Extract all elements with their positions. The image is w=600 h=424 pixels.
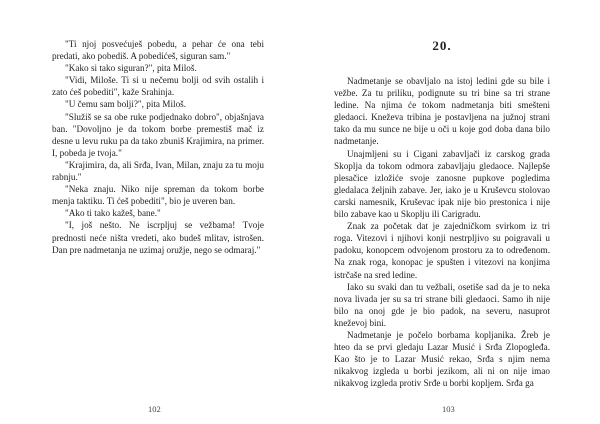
paragraph: Nadmetanje je počelo borbama kopljanika. Žreb je hteo da se prvi gledaju Lazar Musić i Srđa Zlopogleđa. Kao što je to Lazar Musić rekao, Srđa s njim nema nikakvog izgleda u borbi jezikom, ali ni on nije imao nikakvog izgleda protiv Srđe u borbi kopljem. Srđa ga xyxy=(334,329,550,389)
paragraph: Nadmetanje se obavljalo na istoj ledini gde su bile i vežbe. Za tu priliku, podignute su tri bine sa tri strane ledine. Na njima će tokom nadmetanja biti smešteni gledaoci. Kneževa tribina je postavljena na južnoj strani tako da mu sunce ne bije u oči u koje god doba dana bilo nadmetanje. xyxy=(334,76,550,147)
chapter-heading: 20. xyxy=(432,38,452,53)
paragraph: "U čemu sam bolji?", pita Miloš. xyxy=(65,99,187,110)
paragraph: "Kako si tako siguran?", pita Miloš. xyxy=(65,63,197,74)
paragraph: "Služiš se sa obe ruke podjednako dobro", objašnjava ban. "Dovoljno je da tokom borbe premestiš mač iz desne u levu ruku pa da tako zbuniš Krajimira, na primer. I, pobeda je tvoja." xyxy=(52,111,264,158)
paragraph: Znak za početak dat je zajedničkom svirkom iz tri roga. Vitezovi i njihovi konji nestrpljivo su poigravali u padoku, konopcem odvojenom prostoru za to određenom. Na znak roga, konopac je spušten i vitezovi na konjima istrčaše na sred ledine. xyxy=(334,221,550,280)
paragraph: "Krajimira, da, ali Srđa, Ivan, Milan, znaju za tu moju rabnju." xyxy=(52,159,264,183)
paragraph: "Ti njoj posvećuješ pobedu, a pehar će ona tebi predati, ako pobediš. A pobedićeš, siguran sam." xyxy=(52,39,264,62)
paragraph: "Vidi, Miloše. Ti si u nečemu bolji od svih ostalih i zato ćeš pobediti", kaže Srahinja. xyxy=(52,75,264,98)
page-number: 103 xyxy=(442,404,455,414)
paragraph: Iako su svaki dan tu vežbali, osetiše sad da je to neka nova livada jer su sa tri strane bili gledaoci. Samo ih nije bilo na onoj gde je bio padok, na severu, nasuprot kneževoj bini. xyxy=(334,281,550,328)
page-number: 102 xyxy=(148,404,161,414)
left-page-text xyxy=(52,38,264,256)
paragraph: "Neka znaju. Niko nije spreman da tokom borbe menja taktiku. Ti ćeš pobediti", bio je uveren ban. xyxy=(52,184,264,207)
paragraph: "I, još nešto. Ne iscrpljuj se vežbama! Tvoje prednosti neće ništa vredeti, ako budeš mlitav, istrošen. Dan pre nadmetanja ne uzimaj oružje, nego se odmaraj." xyxy=(52,220,264,255)
paragraph: Unajmljeni su i Cigani zabavljači iz carskog grada Skoplja da tokom odmora zabavljaju gledaoce. Najlepše plesačice izložiće svoje zanosne pupkove pogledima gledalaca željnih zabave. Jer, iako je u Kruševcu stolovao carski namesnik, Kruševac ipak nije bio prestonica i nije bilo zabave kao u Skoplju ili Carigradu. xyxy=(334,148,550,220)
paragraph: "Ako ti tako kažeš, bane." xyxy=(65,208,161,219)
right-page-text xyxy=(334,75,550,389)
